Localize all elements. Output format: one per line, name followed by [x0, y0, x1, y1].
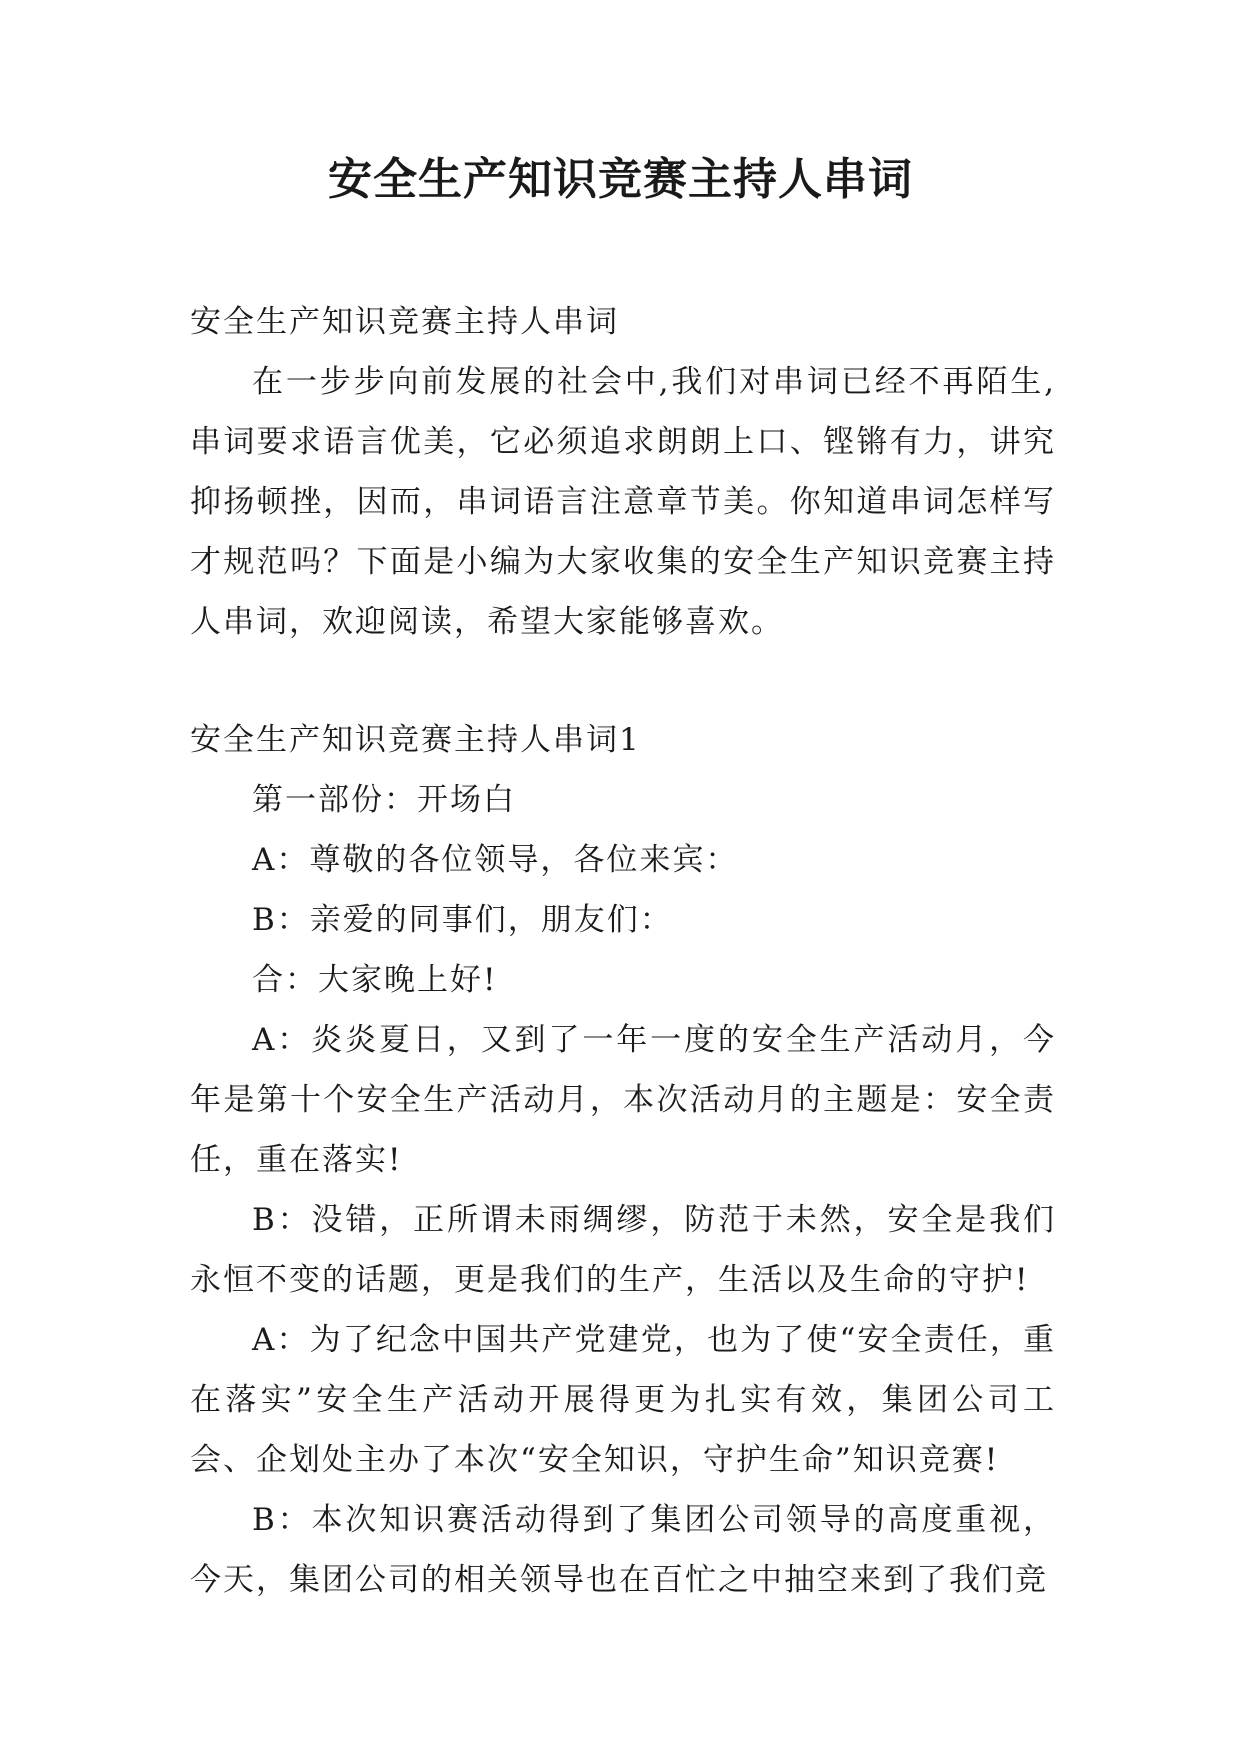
- document-body: [190, 292, 1056, 1610]
- paragraph: 安全生产知识竞赛主持人串词1: [190, 722, 641, 758]
- paragraph: A：尊敬的各位领导，各位来宾：: [252, 842, 739, 878]
- document-title: 安全生产知识竞赛主持人串词: [328, 154, 913, 205]
- paragraph: 在一步步向前发展的社会中,我们对串词已经不再陌生,串词要求语言优美，它必须追求朗朗上口、铿锵有力，讲究抑扬顿挫，因而，串词语言注意章节美。你知道串词怎样写才规范吗？下面是小编为大家收集的安全生产知识竞赛主持人串词，欢迎阅读，希望大家能够喜欢。: [190, 364, 1056, 640]
- paragraph: 合：大家晚上好!: [252, 962, 498, 998]
- paragraph: 第一部份：开场白: [252, 782, 516, 818]
- paragraph: B：亲爱的同事们，朋友们：: [252, 902, 673, 938]
- paragraph: A：炎炎夏日，又到了一年一度的安全生产活动月，今年是第十个安全生产活动月，本次活动月的主题是：安全责任，重在落实!: [190, 1022, 1056, 1178]
- paragraph: A：为了纪念中国共产党建党，也为了使“安全责任，重在落实”安全生产活动开展得更为扎实有效，集团公司工会、企划处主办了本次“安全知识，守护生命”知识竞赛!: [190, 1322, 1056, 1478]
- paragraph: B：本次知识赛活动得到了集团公司领导的高度重视，今天，集团公司的相关领导也在百忙之中抽空来到了我们竞: [190, 1502, 1056, 1598]
- paragraph: 安全生产知识竞赛主持人串词: [190, 304, 619, 340]
- paragraph: B：没错，正所谓未雨绸缪，防范于未然，安全是我们永恒不变的话题，更是我们的生产，生活以及生命的守护!: [190, 1202, 1056, 1298]
